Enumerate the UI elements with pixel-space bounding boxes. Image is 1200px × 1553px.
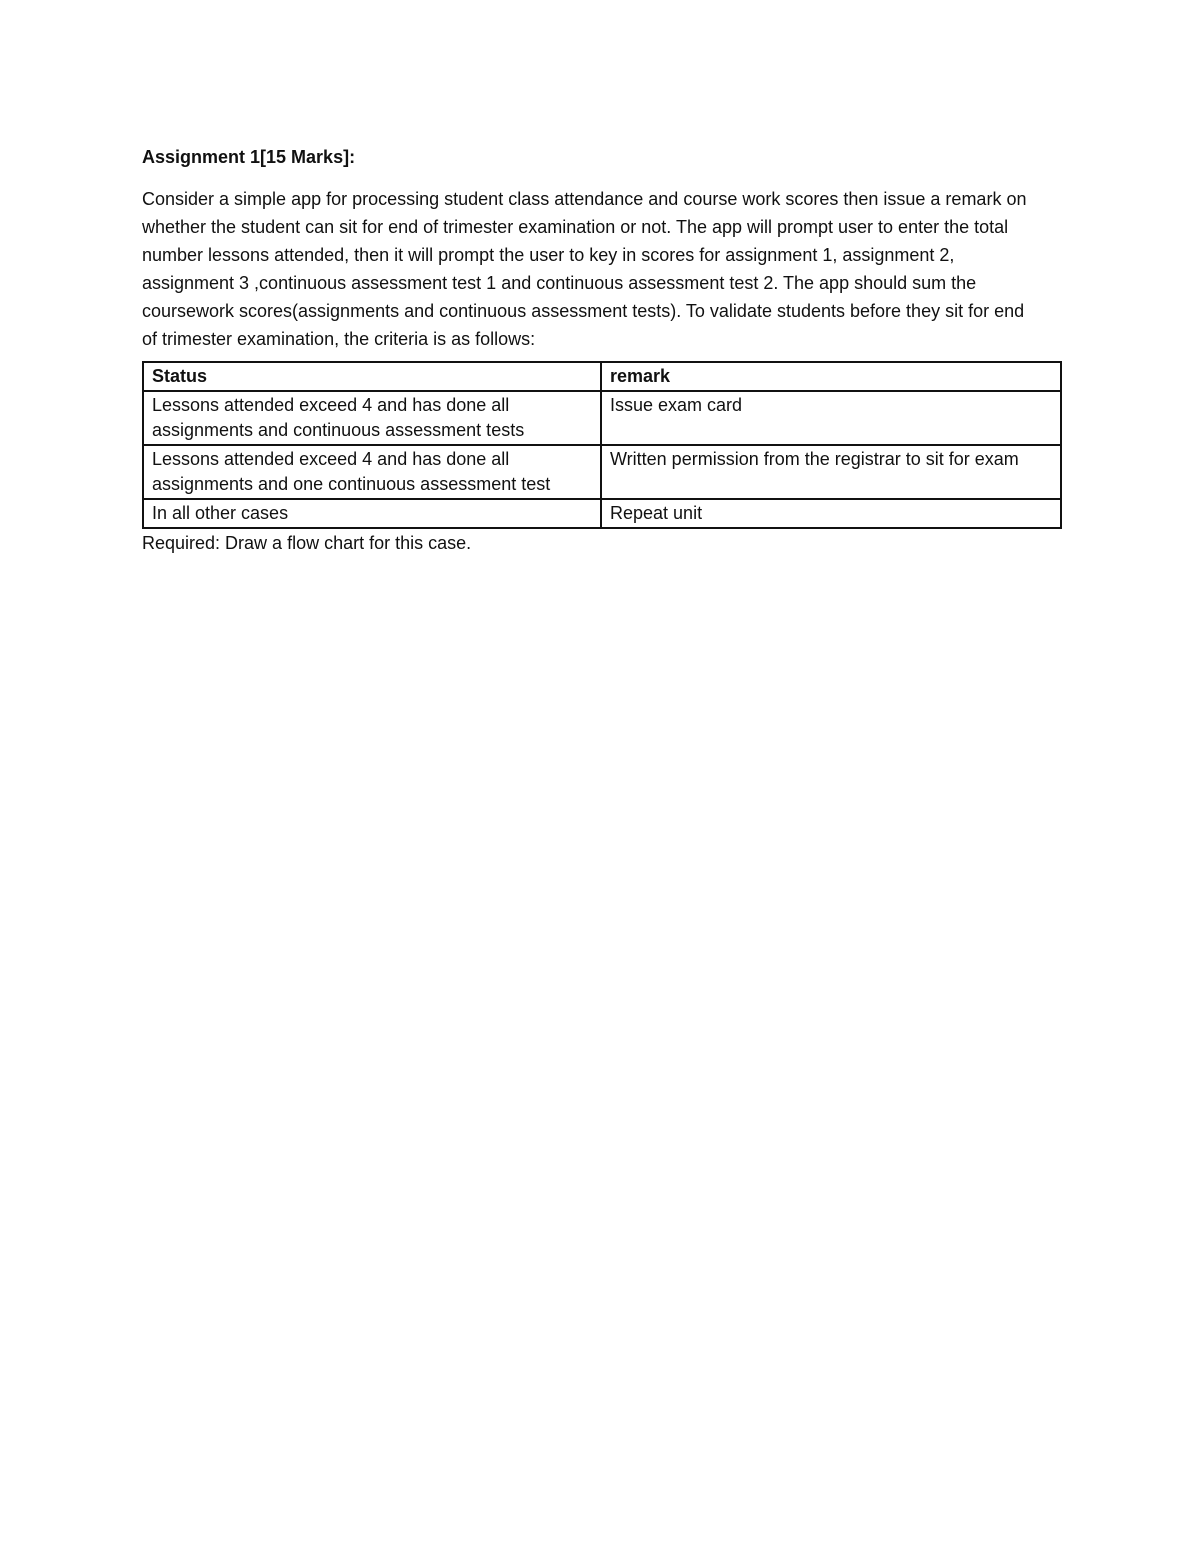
table-row [143,391,1061,445]
column-header-remark: remark [601,362,1061,391]
assignment-description: Consider a simple app for processing student class attendance and course work scores then issue a remark on whether the student can sit for end of trimester examination or not. The app will prompt user to enter the total number lessons attended, then it will prompt the user to key in scores for assignment 1, assignment 2, assignment 3 ,continuous assessment test 1 and continuous assessment test 2. The app should sum the coursework scores(assignments and continuous assessment tests). To validate students before they sit for end of trimester examination, the criteria is as follows: [142,189,1027,349]
document-content [142,143,1062,557]
assignment-title: Assignment 1[15 Marks]: [142,147,356,167]
table-header-row [143,362,1061,391]
column-header-status: Status [143,362,601,391]
criteria-table [142,361,1062,529]
required-instruction: Required: Draw a flow chart for this case. [142,533,472,553]
table-row [143,499,1061,528]
remark-cell: Repeat unit [601,499,1061,528]
status-cell: Lessons attended exceed 4 and has done all assignments and one continuous assessment test [143,445,601,499]
table-row [143,445,1061,499]
remark-cell: Written permission from the registrar to sit for exam [601,445,1061,499]
remark-cell: Issue exam card [601,391,1061,445]
status-cell: In all other cases [143,499,601,528]
status-cell: Lessons attended exceed 4 and has done all assignments and continuous assessment tests [143,391,601,445]
